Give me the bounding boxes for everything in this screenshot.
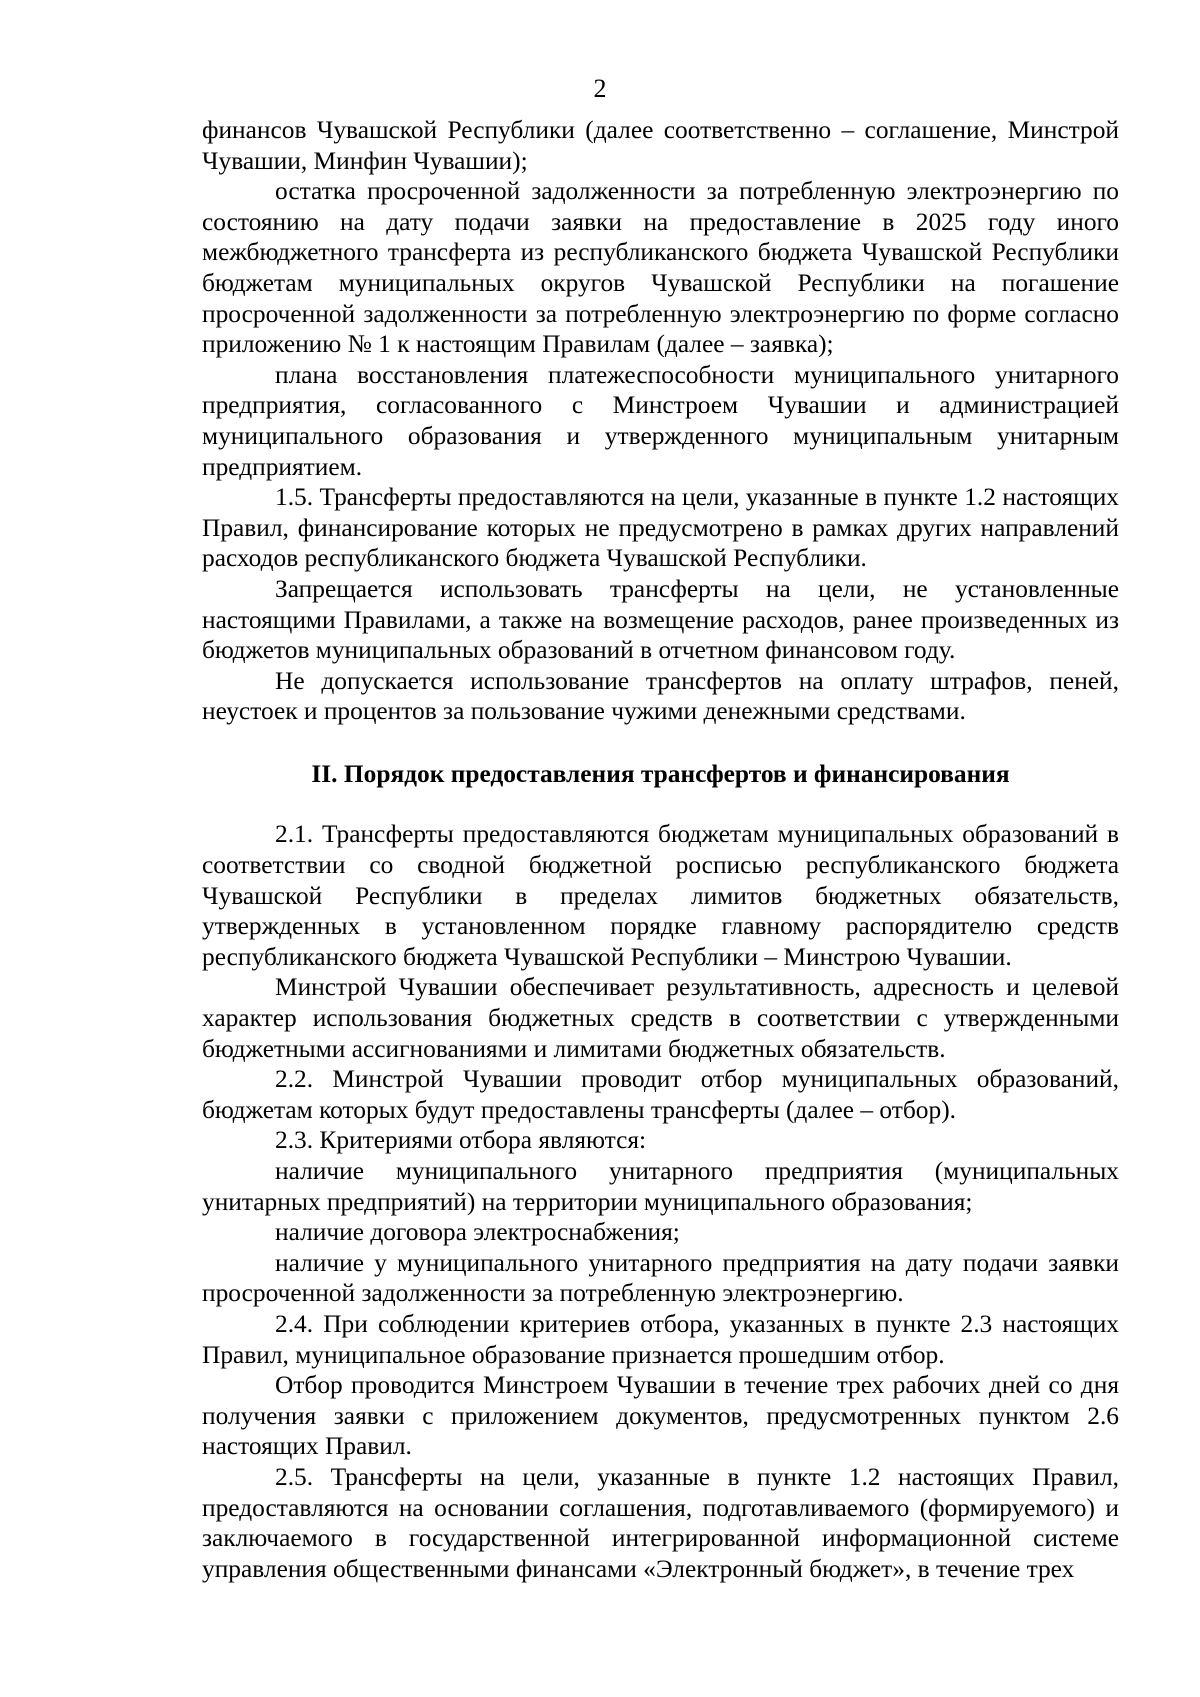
paragraph: наличие договора электроснабжения; [275,1218,680,1247]
paragraph: наличие муниципального унитарного предприятия (муниципальных унитарных предприятий) на территории муниципального образования; [202,1157,1119,1216]
paragraph: Не допускается использование трансфертов на оплату штрафов, пеней, неустоек и процентов за пользование чужими денежными средствами. [202,666,1119,726]
paragraph: остатка просроченной задолженности за потребленную электроэнергию по состоянию на дату подачи заявки на предоставление в 2025 году иного межбюджетного трансферта из республиканского бюджета Чувашской Республики бюджетам муниципальных округов Чувашской Республики на погашение просроченной задолженности за потребленную электроэнергию по форме согласно приложению № 1 к настоящим Правилам (далее – заявка); [202,177,1119,359]
paragraph: 2.5. Трансферты на цели, указанные в пункте 1.2 настоящих Правил, предоставляются на основании соглашения, подготавливаемого (формируемого) и заключаемого в государственной интегрированной информационной системе управления общественными финансами «Электронный бюджет», в течение трех [202,1462,1119,1583]
paragraph: Запрещается использовать трансферты на цели, не установленные настоящими Правилами, а также на возмещение расходов, ранее произведенных из бюджетов муниципальных образований в отчетном финансовом году. [202,574,1119,665]
paragraph: наличие у муниципального унитарного предприятия на дату подачи заявки просроченной задолженности за потребленную электроэнергию. [202,1248,1119,1308]
paragraph: 1.5. Трансферты предоставляются на цели, указанные в пункте 1.2 настоящих Правил, финансирование которых не предусмотрено в рамках других направлений расходов республиканского бюджета Чувашской Республики. [202,483,1119,573]
paragraph: 2.4. При соблюдении критериев отбора, указанных в пункте 2.3 настоящих Правил, муниципальное образование признается прошедшим отбор. [202,1309,1119,1369]
document-body [202,115,1119,1584]
page-number: 2 [593,74,607,103]
paragraph: 2.2. Минстрой Чувашии проводит отбор муниципальных образований, бюджетам которых будут предоставлены трансферты (далее – отбор). [202,1065,1119,1124]
paragraph: Отбор проводится Минстроем Чувашии в течение трех рабочих дней со дня получения заявки с приложением документов, предусмотренных пунктом 2.6 настоящих Правил. [202,1371,1119,1461]
paragraph: финансов Чувашской Республики (далее соответственно – соглашение, Минстрой Чувашии, Минфин Чувашии); [202,116,1119,175]
paragraph: Минстрой Чувашии обеспечивает результативность, адресность и целевой характер использования бюджетных средств в соответствии с утвержденными бюджетными ассигнованиями и лимитами бюджетных обязательств. [202,973,1119,1063]
paragraph: 2.1. Трансферты предоставляются бюджетам муниципальных образований в соответствии со сводной бюджетной росписью республиканского бюджета Чувашской Республики в пределах лимитов бюджетных обязательств, утвержденных в установленном порядке главному распорядителю средств республиканского бюджета Чувашской Республики – Минстрою Чувашии. [202,820,1119,971]
section-heading: II. Порядок предоставления трансфертов и финансирования [311,759,1010,788]
paragraph: плана восстановления платежеспособности муниципального унитарного предприятия, согласованного с Минстроем Чувашии и администрацией муниципального образования и утвержденного муниципальным унитарным предприятием. [202,360,1119,481]
paragraph: 2.3. Критериями отбора являются: [275,1126,647,1155]
